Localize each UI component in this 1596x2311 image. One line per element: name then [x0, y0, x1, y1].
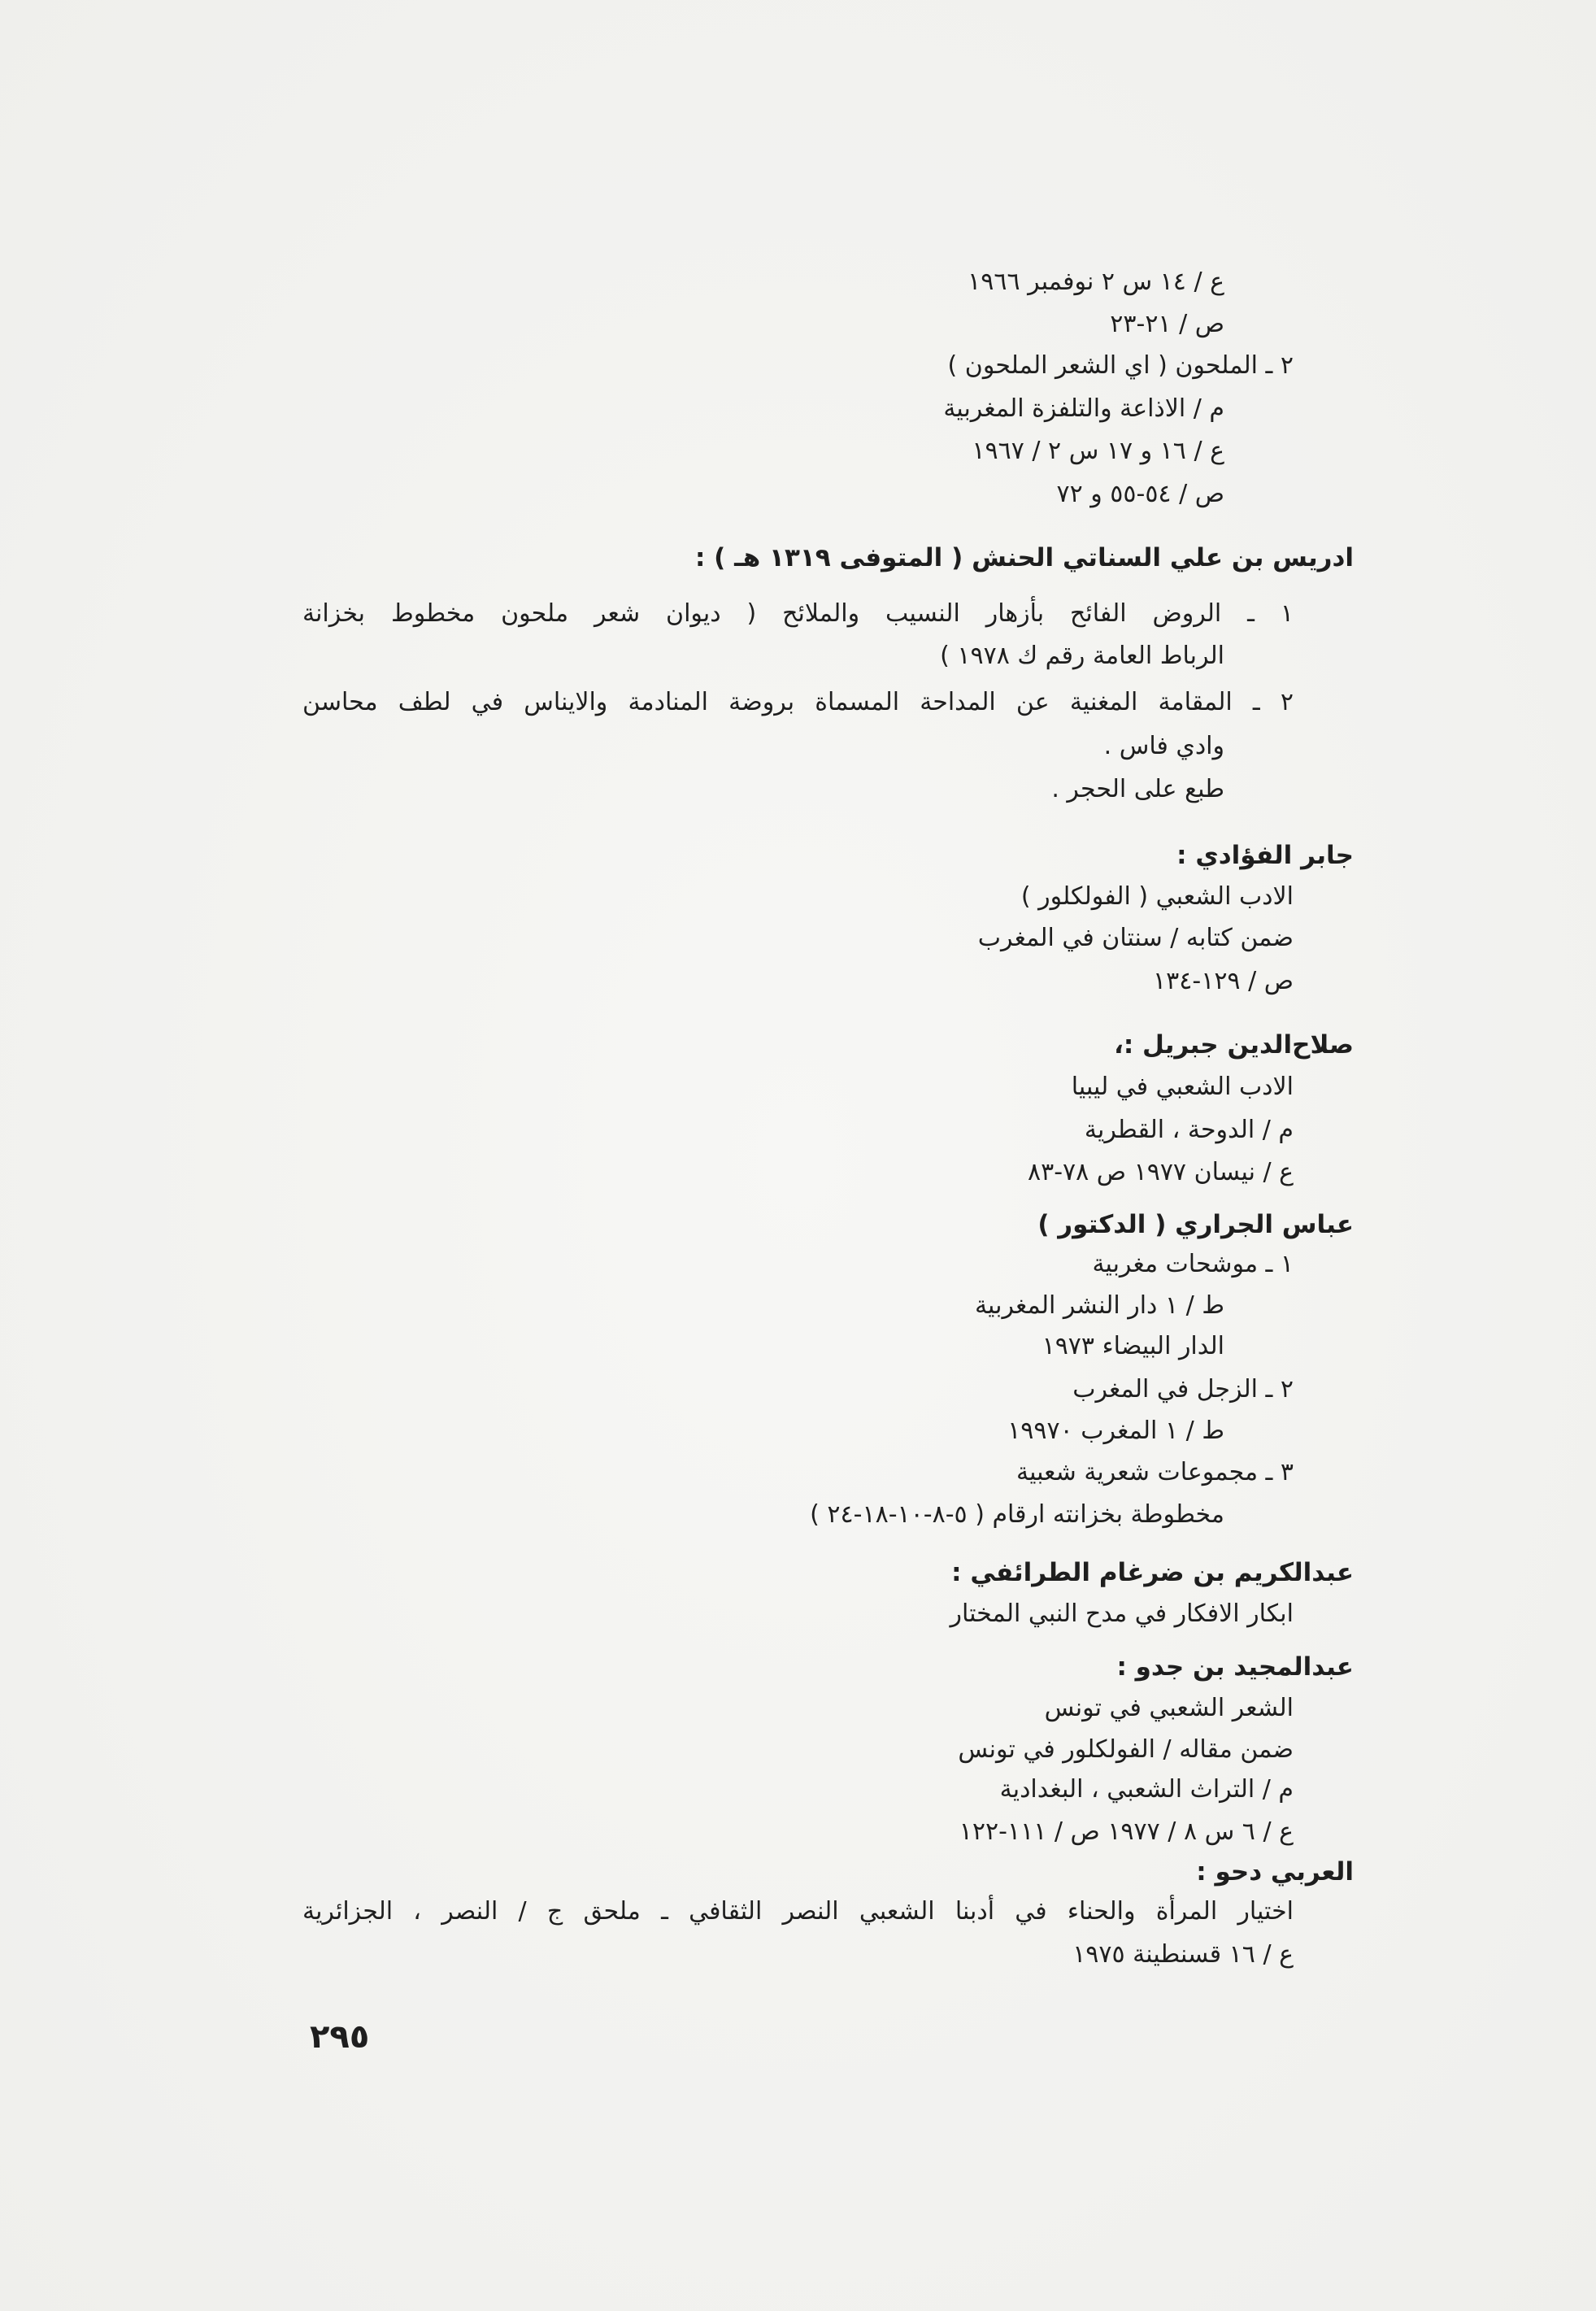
citation-line: الرباط العامة رقم ك ١٩٧٨ ) — [940, 642, 1224, 670]
author-heading: العربي دحو : — [1196, 1857, 1354, 1887]
citation-line: طبع على الحجر . — [1051, 775, 1224, 803]
work-title: ٢ ـ المقامة المغنية عن المداحة المسماة بروضة المنادمة والايناس في لطف محاسن — [302, 688, 1294, 716]
author-heading: عبدالكريم بن ضرغام الطرائفي : — [951, 1558, 1354, 1587]
author-heading: عباس الجراري ( الدكتور ) — [1037, 1210, 1354, 1239]
author-heading: عبدالمجيد بن جدو : — [1116, 1652, 1354, 1682]
author-heading: ادريس بن علي السناتي الحنش ( المتوفى ١٣١٩ هـ ) : — [694, 543, 1354, 572]
citation-line: ضمن مقاله / الفولكلور في تونس — [958, 1735, 1294, 1764]
citation-line: الدار البيضاء ١٩٧٣ — [1042, 1332, 1224, 1360]
work-title: اختيار المرأة والحناء في أدبنا الشعبي النصر الثقافي ـ ملحق ج / النصر ، الجزائرية — [302, 1897, 1294, 1926]
work-title: الشعر الشعبي في تونس — [1044, 1694, 1294, 1722]
citation-line: م / الدوحة ، القطرية — [1084, 1116, 1294, 1144]
citation-line: ص / ٢١-٢٣ — [1110, 310, 1224, 338]
citation-line: م / التراث الشعبي ، البغدادية — [999, 1775, 1294, 1804]
work-title: ٢ ـ الملحون ( اي الشعر الملحون ) — [947, 351, 1294, 380]
work-title: ١ ـ الروض الفائح بأزهار النسيب والملائح ( ديوان شعر ملحون مخطوط بخزانة — [302, 599, 1294, 628]
work-title: ابكار الافكار في مدح النبي المختار — [950, 1599, 1294, 1628]
citation-line: ع / ١٦ و ١٧ س ٢ / ١٩٦٧ — [972, 437, 1224, 465]
citation-line: ع / ١٦ قسنطينة ١٩٧٥ — [1072, 1940, 1294, 1969]
citation-line: ص / ١٢٩-١٣٤ — [1153, 967, 1294, 995]
author-heading: جابر الفؤادي : — [1176, 841, 1354, 870]
citation-line: ط / ١ المغرب ١٩٩٧٠ — [1007, 1417, 1224, 1445]
work-title: الادب الشعبي في ليبيا — [1071, 1073, 1294, 1101]
citation-line: مخطوطة بخزانته ارقام ( ٥-٨-١٠-١٨-٢٤ ) — [810, 1500, 1224, 1529]
work-title: ١ ـ موشحات مغربية — [1092, 1250, 1294, 1278]
citation-line: وادي فاس . — [1103, 732, 1224, 760]
citation-line: ع / نيسان ١٩٧٧ ص ٧٨-٨٣ — [1027, 1158, 1294, 1186]
work-title: الادب الشعبي ( الفولكلور ) — [1020, 882, 1294, 911]
citation-line: ع / ٦ س ٨ / ١٩٧٧ ص / ١١١-١٢٢ — [959, 1817, 1294, 1846]
author-heading: صلاح‌الدين جبريل :، — [1114, 1030, 1354, 1060]
citation-line: ص / ٥٤-٥٥ و ٧٢ — [1056, 480, 1224, 508]
citation-line: م / الاذاعة والتلفزة المغربية — [943, 394, 1224, 423]
work-title: ٢ ـ الزجل في المغرب — [1072, 1375, 1294, 1404]
page-number: ٢٩٥ — [310, 2018, 370, 2056]
citation-line: ضمن كتابه / سنتان في المغرب — [977, 924, 1294, 952]
citation-line: ط / ١ دار النشر المغربية — [974, 1291, 1224, 1320]
citation-line: ع / ١٤ س ٢ نوفمبر ١٩٦٦ — [968, 268, 1224, 296]
work-title: ٣ ـ مجموعات شعرية شعبية — [1015, 1458, 1294, 1486]
